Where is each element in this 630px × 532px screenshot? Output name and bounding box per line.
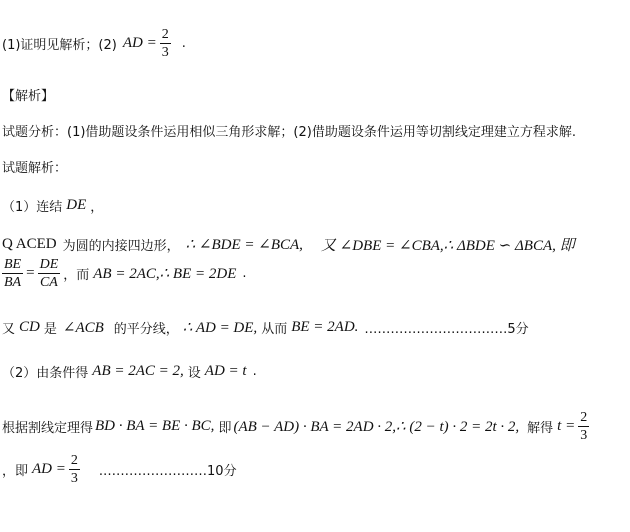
section-title-text: 【解析】 [2,89,55,104]
detail-label: 试题解析： [2,161,68,176]
part1-l4-b: 是 [43,322,57,337]
fraction-numerator: DE [39,257,59,272]
part1-l3-c: . [242,266,247,281]
part2-fraction-t [578,409,589,444]
fraction-denominator: 3 [70,471,78,486]
answer-fraction [160,26,171,61]
part2-l2-a: 根据割线定理得 [2,421,94,436]
answer-ad-eq: AD = [122,35,157,51]
part1-intro-de: DE [66,197,87,213]
part2-l3-dots: .……………………10分 [98,464,237,479]
part2-line2 [2,409,592,444]
answer-end: . [181,36,186,51]
part1-l4-f: BE = 2AD. [291,319,359,335]
part1-l4-e: 从而 [261,322,288,337]
part1-l4-a: 又 [2,322,16,337]
fraction-numerator: BE [4,257,22,272]
fraction-denominator: BA [4,275,22,290]
part2-l3-b: AD = [32,461,66,477]
fraction-numerator: 2 [161,27,169,42]
part2-fraction-ad [69,452,80,487]
part2-line3 [2,452,237,487]
fraction-denominator: 3 [580,428,588,443]
part2-l2-b: BD · BA = BE · BC, [95,418,215,434]
part1-line2 [2,234,575,255]
part1-l2-c: ∴ ∠BDE = ∠BCA, [185,237,303,253]
part1-l4-dots: ……………………………5分 [364,322,529,337]
part2-l3-a: ，即 [2,464,29,479]
part2-l1-e: . [252,364,257,379]
part1-l4-c: 的平分线， [113,322,179,337]
fraction-numerator: 2 [70,453,78,468]
part2-l2-e: 解得 [527,421,554,436]
part2-l1-d: AD = t [204,363,247,379]
part1-intro-a: （1）连结 [2,200,63,215]
part2-l1-a: （2）由条件得 [2,366,89,381]
answer-prefix: (1)证明见解析；(2) [2,38,117,53]
fraction-denominator: CA [39,275,58,290]
part1-l2-a: Q ACED [2,236,57,252]
analysis-line [2,121,576,140]
part1-l3-a: ，而 [63,268,90,283]
part1-l3-eq: = [26,265,35,281]
fraction-denominator: 3 [161,45,169,60]
part2-l2-c: 即 [218,421,232,436]
analysis-text: 试题分析：(1)借助题设条件运用相似三角形求解；(2)借助题设条件运用等切割线定理建立方程求解. [2,125,576,140]
part2-line1 [2,362,257,381]
fraction-numerator: 2 [580,410,588,425]
part2-l2-d: (AB − AD) · BA = 2AD · 2,∴ (2 − t) · 2 = 2t · 2, [233,419,520,435]
part1-l2-b: 为圆的内接四边形， [62,239,180,254]
part1-l2-d: 又 ∠DBE = ∠CBA,∴ ΔBDE ∽ ΔBCA, 即 [320,238,575,254]
section-title [2,85,54,104]
part1-fraction-de-ca [38,256,61,291]
part1-l3-b: AB = 2AC,∴ BE = 2DE [93,266,237,282]
part1-l4-d: ∴ AD = DE, [182,320,258,336]
part2-l1-c: 设 [187,366,201,381]
part2-l1-b: AB = 2AC = 2, [92,363,184,379]
part1-line3 [2,256,247,291]
answer-line [2,26,186,61]
part1-l4-cd: CD [19,319,40,335]
part2-l2-f: t = [557,418,576,434]
part1-fraction-be-ba [2,256,23,291]
part1-l4-angle: ∠ACB [62,320,104,336]
part1-line4 [2,318,529,337]
part1-intro [2,196,103,215]
detail-label-line [2,157,67,176]
part1-intro-b: ， [90,200,104,215]
